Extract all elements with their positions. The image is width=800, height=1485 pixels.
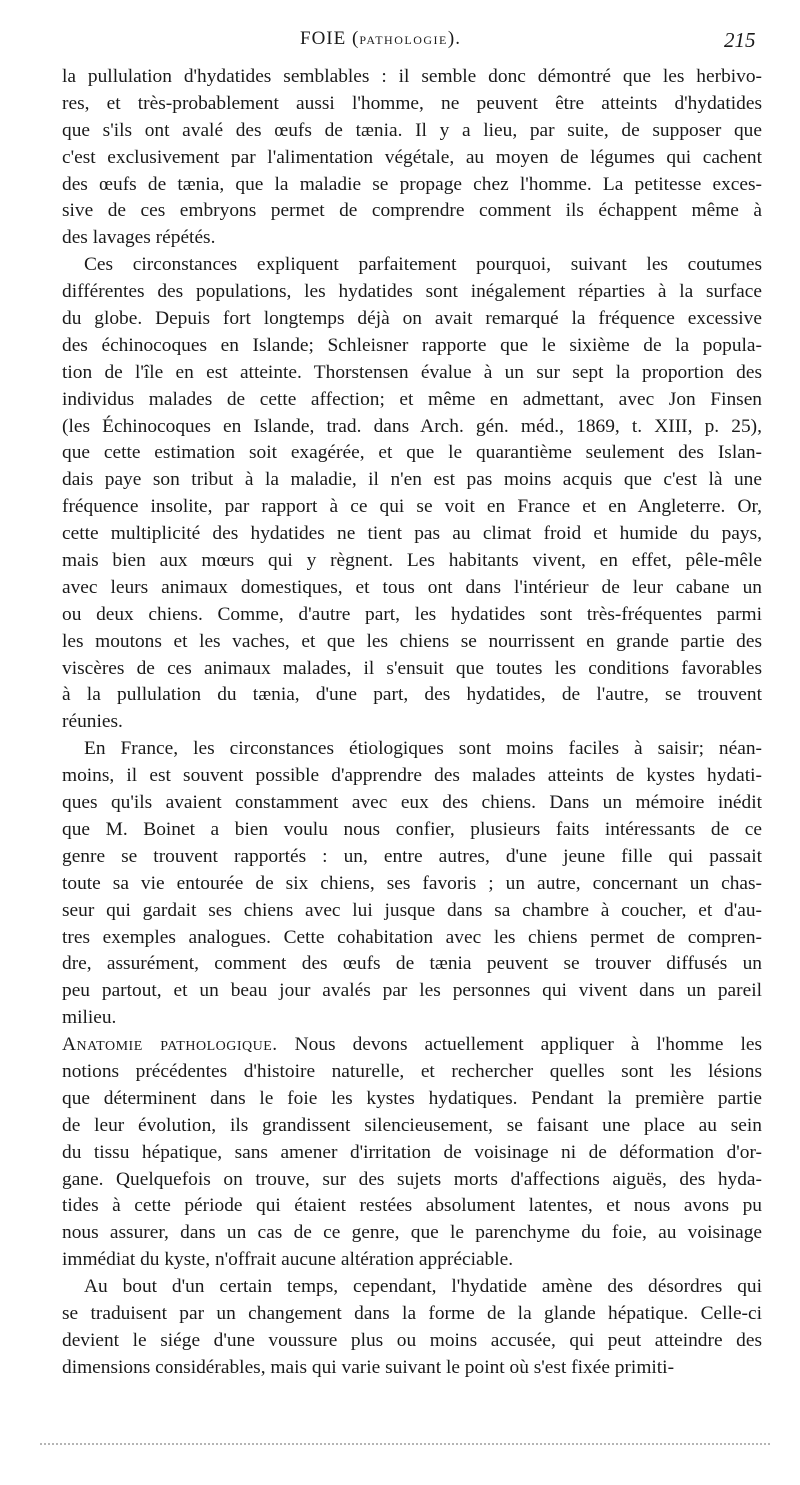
text-line: avec leurs animaux domestiques, et tous ont dans l'intérieur de leur cabane un [62,576,762,598]
body-text [62,64,762,1382]
text-line: genre se trouvent rapportés : un, entre autres, d'une jeune fille qui passait [62,845,762,867]
text-line: dimensions considérables, mais qui varie suivant le point où s'est fixée primiti- [62,1356,675,1378]
text-line: immédiat du kyste, n'offrait aucune altération appréciable. [62,1249,514,1271]
running-title-main: FOIE ( [300,28,360,49]
text-line: que M. Boinet a bien voulu nous confier, plusieurs faits intéressants de ce [62,818,762,840]
text-line: les moutons et les vaches, et que les chiens se nourrissent en grande partie des [62,630,762,652]
text-line: notions précédentes d'histoire naturelle, et rechercher quelles sont les lésions [62,1060,762,1082]
text-line: des échinocoques en Islande; Schleisner rapporte que le sixième de la popula- [62,334,762,356]
text-line: devient le siége d'une voussure plus ou moins accusée, qui peut atteindre des [62,1329,762,1351]
text-line: que déterminent dans le foie les kystes hydatiques. Pendant la première partie [62,1087,762,1109]
text-line: Anatomie pathologique. Nous devons actuellement appliquer à l'homme les [62,1034,762,1056]
text-line: fréquence insolite, par rapport à ce qui se voit en France et en Angleterre. Or, [62,496,762,518]
text-line: res, et très-probablement aussi l'homme, ne peuvent être atteints d'hydatides [62,92,762,114]
page-number: 215 [724,28,756,52]
text-line: toute sa vie entourée de six chiens, ses favoris ; un autre, concernant un chas- [62,872,762,894]
text-line: Ces circonstances expliquent parfaitement pourquoi, suivant les coutumes [84,254,762,276]
text-line: de leur évolution, ils grandissent silencieusement, se faisant une place au sein [62,1114,762,1136]
text-line: tion de l'île en est atteinte. Thorstensen évalue à un sur sept la proportion des [62,361,762,383]
text-line: Au bout d'un certain temps, cependant, l'hydatide amène des désordres qui [84,1276,762,1298]
text-line: la pullulation d'hydatides semblables : il semble donc démontré que les herbivo- [62,66,762,87]
text-line: que cette estimation soit exagérée, et que le quarantième seulement des Islan- [62,442,762,464]
text-line: du globe. Depuis fort longtemps déjà on avait remarqué la fréquence excessive [62,308,762,330]
text-line: c'est exclusivement par l'alimentation végétale, au moyen de légumes qui cachent [62,146,762,168]
text-line: sive de ces embryons permet de comprendre comment ils échappent même à [62,200,762,222]
text-line: ques qu'ils avaient constamment avec eux des chiens. Dans un mémoire inédit [62,792,762,814]
text-line: seur qui gardait ses chiens avec lui jusque dans sa chambre à coucher, et d'au- [62,899,762,921]
running-title-end: ). [447,28,461,49]
text-line: cette multiplicité des hydatides ne tient pas au climat froid et humide du pays, [62,523,762,545]
text-line: gane. Quelquefois on trouve, sur des sujets morts d'affections aiguës, des hyda- [62,1168,762,1190]
page-header [0,28,800,58]
text-line: que s'ils ont avalé des œufs de tænia. Il y a lieu, par suite, de supposer que [62,119,762,141]
text-line: ou deux chiens. Comme, d'autre part, les hydatides sont très-fréquentes parmi [62,603,762,625]
text-line: tides à cette période qui étaient restées absolument latentes, et nous avons pu [62,1195,762,1217]
text-line: milieu. [62,1007,117,1029]
text-line: dre, assurément, comment des œufs de tænia peuvent se trouver diffusés un [62,953,762,975]
running-title-subject: PATHOLOGIE [359,33,448,47]
text-line: se traduisent par un changement dans la forme de la glande hépatique. Celle-ci [62,1302,762,1324]
text-line: des lavages répétés. [62,227,216,249]
section-heading: Anatomie pathologique. [62,1034,278,1056]
text-line: des œufs de tænia, que la maladie se propage chez l'homme. La petitesse exces- [62,173,762,195]
text-line: du tissu hépatique, sans amener d'irritation de voisinage ni de déformation d'or- [62,1141,762,1163]
text-line: En France, les circonstances étiologiques sont moins faciles à saisir; néan- [84,738,762,760]
text-line: dais paye son tribut à la maladie, il n'en est pas moins acquis que c'est là une [62,469,762,491]
running-title [300,28,461,50]
text-line: tres exemples analogues. Cette cohabitation avec les chiens permet de compren- [62,926,762,948]
text-line: mais bien aux mœurs qui y règnent. Les habitants vivent, en effet, pêle-mêle [62,550,762,572]
text-line: (les Échinocoques en Islande, trad. dans Arch. gén. méd., 1869, t. XIII, p. 25), [62,415,762,437]
text-line: individus malades de cette affection; et même en admettant, avec Jon Finsen [62,388,762,410]
text-line: moins, il est souvent possible d'apprendre des malades atteints de kystes hydati- [62,765,762,787]
text-line: viscères de ces animaux malades, il s'ensuit que toutes les conditions favorables [62,657,762,679]
footer-dotted-rule [40,1443,770,1445]
text-line: nous assurer, dans un cas de ce genre, que le parenchyme du foie, au voisinage [62,1222,762,1244]
text-line: peu partout, et un beau jour avalés par les personnes qui vivent dans un pareil [62,980,762,1002]
text-line: à la pullulation du tænia, d'une part, des hydatides, de l'autre, se trouvent [62,684,762,706]
text-line: réunies. [62,711,123,733]
text-line: différentes des populations, les hydatides sont inégalement réparties à la surface [62,281,762,303]
